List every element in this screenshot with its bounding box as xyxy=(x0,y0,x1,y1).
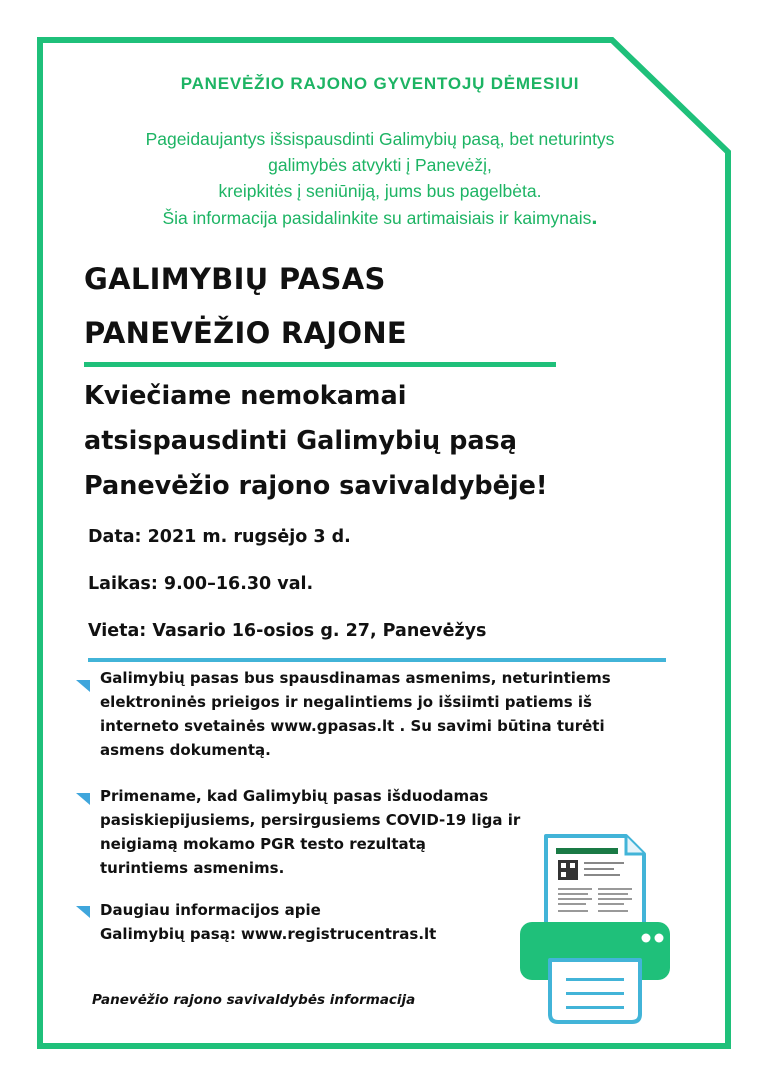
main-title xyxy=(84,252,684,360)
bullet-line: pasiskiepijusiems, persirgusiems COVID-19 liga ir xyxy=(100,811,521,829)
triangle-bullet-icon xyxy=(76,793,90,805)
bullet-line: elektroninės prieigos ir negalintiems jo išsiimti patiems iš xyxy=(100,693,592,711)
title-divider xyxy=(84,362,556,367)
bullet-line: Galimybių pasą: www.registrucentras.lt xyxy=(100,925,437,943)
bullet-line: Galimybių pasas bus spausdinamas asmenims, neturintiems xyxy=(100,669,611,687)
triangle-bullet-icon xyxy=(76,680,90,692)
bullet-line: neigiamą mokamo PGR testo rezultatą xyxy=(100,835,426,853)
subtitle-line-2: atsispausdinti Galimybių pasą xyxy=(84,426,517,456)
subtitle-line-3: Panevėžio rajono savivaldybėje! xyxy=(84,471,548,501)
intro-end-dot: . xyxy=(591,204,598,229)
details-divider xyxy=(88,658,666,662)
event-time: Laikas: 9.00–16.30 val. xyxy=(88,574,314,594)
bullet-eligibility xyxy=(100,784,560,880)
bullet-line: Daugiau informacijos apie xyxy=(100,901,321,919)
main-title-line-1: GALIMYBIŲ PASAS xyxy=(84,262,386,296)
bullet-line: Primename, kad Galimybių pasas išduodamas xyxy=(100,787,489,805)
main-title-line-2: PANEVĖŽIO RAJONE xyxy=(84,316,408,350)
intro-line: kreipkitės į seniūniją, jums bus pagelbėta. xyxy=(218,181,542,201)
intro-line-last xyxy=(40,204,720,231)
top-heading: PANEVĖŽIO RAJONO GYVENTOJŲ DĖMESIUI xyxy=(180,74,580,93)
intro-line-text: Šia informacija pasidalinkite su artimaisiais ir kaimynais xyxy=(162,208,592,228)
bullet-print-info xyxy=(100,666,660,762)
subtitle xyxy=(84,374,724,509)
event-place: Vieta: Vasario 16-osios g. 27, Panevėžys xyxy=(88,621,487,641)
intro-line: Pageidaujantys išsispausdinti Galimybių pasą, bet neturintys xyxy=(145,129,615,149)
bullet-line: turintiems asmenims. xyxy=(100,859,285,877)
intro-line: galimybės atvykti į Panevėžį, xyxy=(268,155,492,175)
bullet-line: interneto svetainės www.gpasas.lt . Su savimi būtina turėti xyxy=(100,717,605,735)
footer-note: Panevėžio rajono savivaldybės informacija xyxy=(92,992,416,1008)
bullet-more-info xyxy=(100,898,520,946)
triangle-bullet-icon xyxy=(76,906,90,918)
event-date: Data: 2021 m. rugsėjo 3 d. xyxy=(88,527,351,547)
subtitle-line-1: Kviečiame nemokamai xyxy=(84,381,407,411)
intro-text xyxy=(40,126,720,231)
bullet-line: asmens dokumentą. xyxy=(100,741,271,759)
printer-icon xyxy=(506,826,682,1036)
